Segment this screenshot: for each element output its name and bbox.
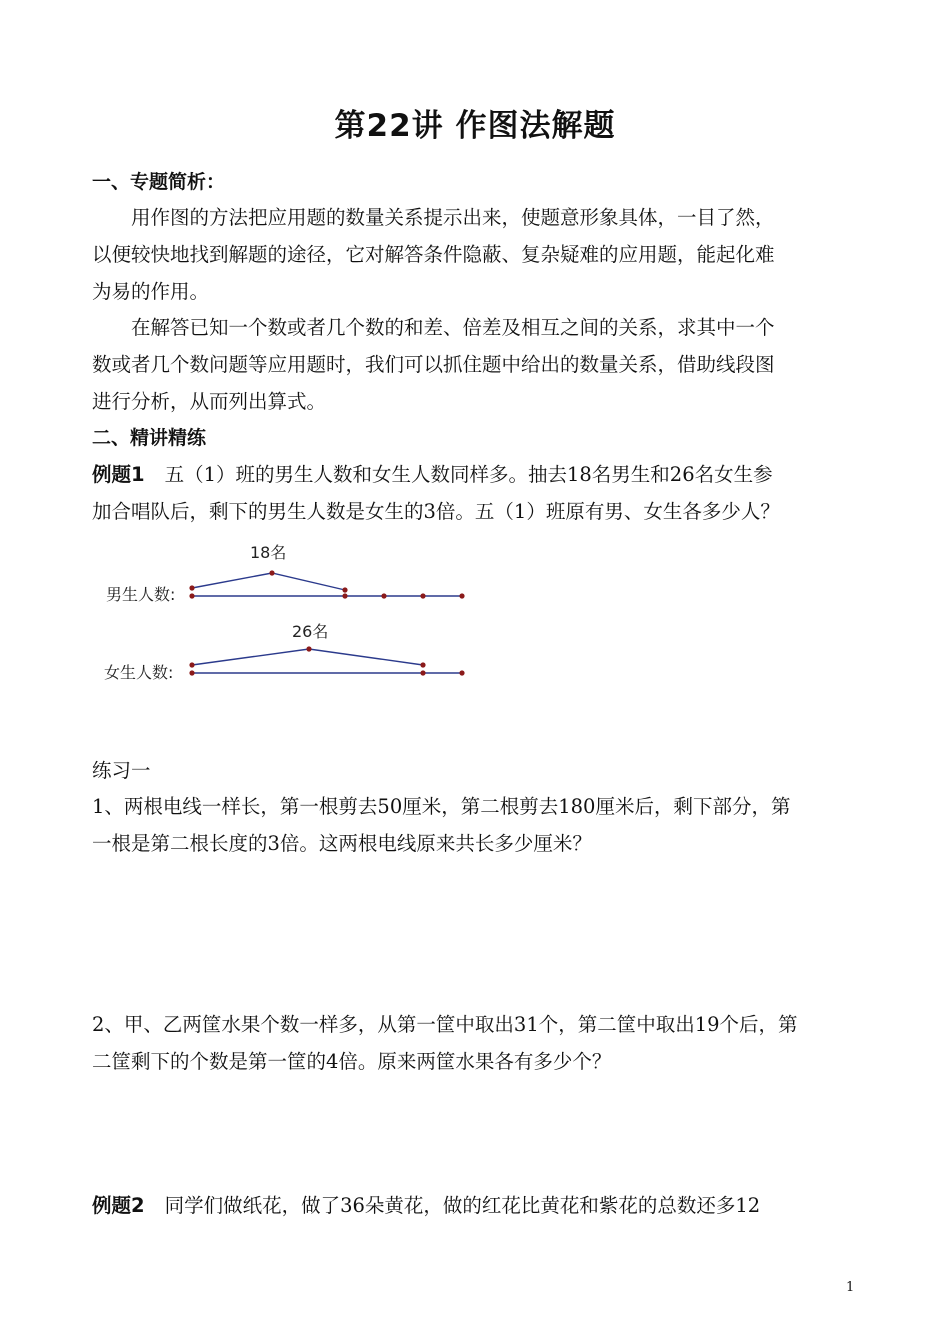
example1-line1 bbox=[92, 456, 872, 494]
girls-brace bbox=[192, 649, 423, 665]
example2-line1 bbox=[92, 1187, 872, 1225]
practice1-heading: 练习一 bbox=[92, 759, 151, 782]
section1-p1-line2: 以便较快地找到解题的途径，它对解答条件隐蔽、复杂疑难的应用题，能起化难 bbox=[92, 243, 775, 266]
example1-text: 五（1）班的男生人数和女生人数同样多。抽去18名男生和26名女生参 bbox=[164, 463, 773, 486]
section2-heading: 二、精讲精练 bbox=[92, 427, 207, 449]
practice1-q1-line1: 1、两根电线一样长，第一根剪去50厘米，第二根剪去180厘米后，剩下部分，第 bbox=[92, 795, 791, 818]
boys-points bbox=[189, 570, 464, 598]
page-number: 1 bbox=[846, 1280, 855, 1295]
section1-p2-line2: 数或者几个数问题等应用题时，我们可以抓住题中给出的数量关系，借助线段图 bbox=[92, 353, 775, 376]
page-title: 第22讲 作图法解题 bbox=[334, 108, 616, 144]
girls-brace-label: 26名 bbox=[292, 622, 329, 641]
boys-label: 男生人数: bbox=[106, 585, 176, 604]
girls-points bbox=[189, 646, 464, 675]
section1-p2-line1: 在解答已知一个数或者几个数的和差、倍差及相互之间的关系，求其中一个 bbox=[131, 316, 775, 339]
practice1-q1-line2: 一根是第二根长度的3倍。这两根电线原来共长多少厘米？ bbox=[92, 832, 592, 855]
example2-label: 例题2 bbox=[92, 1194, 145, 1217]
girls-label: 女生人数: bbox=[104, 663, 174, 682]
example1-line2: 加合唱队后，剩下的男生人数是女生的3倍。五（1）班原有男、女生各多少人？ bbox=[92, 500, 780, 523]
practice1-q2-line2: 二筐剩下的个数是第一筐的4倍。原来两筐水果各有多少个？ bbox=[92, 1050, 612, 1073]
line-segment-diagram bbox=[100, 538, 480, 688]
example2-text: 同学们做纸花，做了36朵黄花，做的红花比黄花和紫花的总数还多12 bbox=[164, 1194, 761, 1217]
practice1-q2-line1: 2、甲、乙两筐水果个数一样多，从第一筐中取出31个，第二筐中取出19个后，第 bbox=[92, 1013, 798, 1036]
section1-p2-line3: 进行分析，从而列出算式。 bbox=[92, 390, 327, 413]
section1-p1-line1: 用作图的方法把应用题的数量关系提示出来，使题意形象具体，一目了然， bbox=[131, 206, 775, 229]
boys-brace-label: 18名 bbox=[250, 543, 287, 562]
section1-p1-line3: 为易的作用。 bbox=[92, 280, 210, 303]
boys-brace bbox=[192, 573, 345, 590]
example1-label: 例题1 bbox=[92, 463, 145, 486]
section1-heading: 一、专题简析： bbox=[92, 171, 226, 193]
